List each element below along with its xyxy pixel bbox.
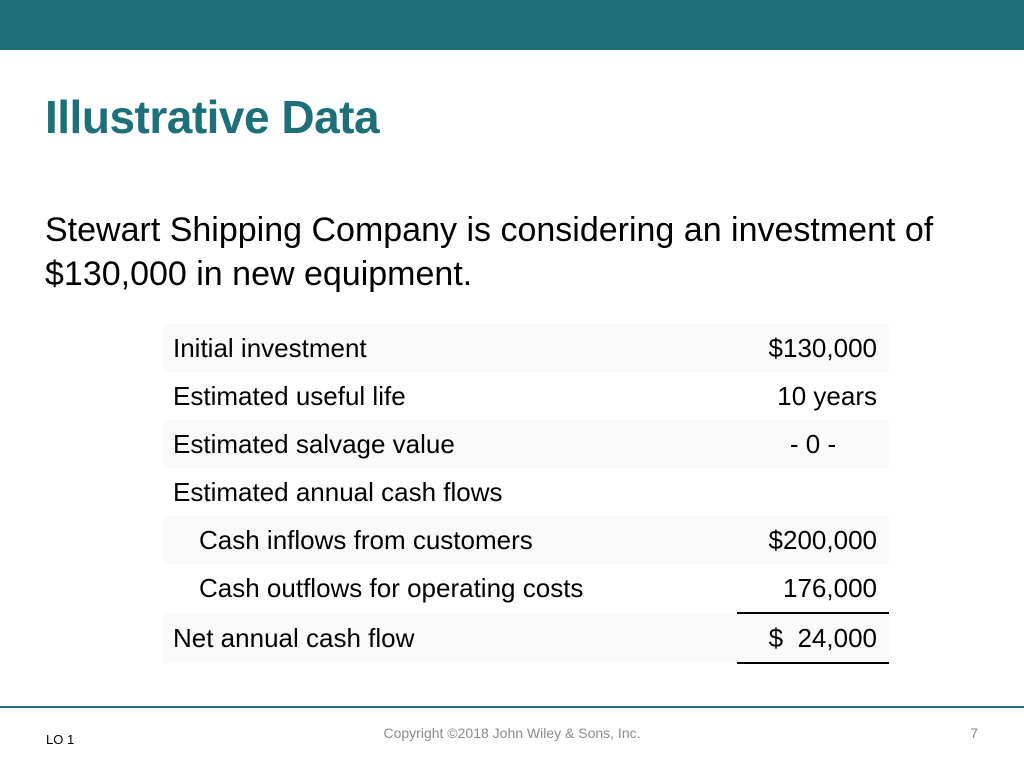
row-value — [737, 468, 889, 516]
row-value: $ 24,000 — [737, 613, 889, 663]
row-label: Estimated salvage value — [163, 420, 737, 468]
investment-data-table — [163, 324, 889, 664]
row-value: 176,000 — [737, 564, 889, 613]
table-row-initial-investment — [163, 324, 889, 372]
table-row-cash-inflows — [163, 516, 889, 564]
row-label: Initial investment — [163, 324, 737, 372]
row-label: Estimated useful life — [173, 380, 406, 411]
learning-objective-label: LO 1 — [46, 732, 75, 747]
table-row-annual-cash-flows — [163, 468, 889, 516]
table-row-salvage-value — [163, 420, 889, 468]
row-label: Cash inflows from customers — [163, 516, 737, 564]
row-label: Net annual cash flow — [163, 613, 737, 663]
header-bar — [0, 0, 1024, 50]
copyright-text: Copyright ©2018 John Wiley & Sons, Inc. — [383, 725, 641, 741]
slide-title: Illustrative Data — [45, 91, 380, 143]
footer-divider — [0, 706, 1024, 708]
row-label: Cash outflows for operating costs — [199, 573, 584, 603]
row-value: 10 years — [777, 380, 877, 411]
table-row-cash-outflows — [163, 564, 889, 613]
table-row-useful-life — [163, 372, 889, 420]
row-value: - 0 - — [737, 420, 889, 468]
table-row-net-annual-cash-flow — [163, 613, 889, 663]
page-number: 7 — [970, 725, 978, 741]
row-value: $130,000 — [737, 324, 889, 372]
intro-text: Stewart Shipping Company is considering an investment of $130,000 in new equipment. — [45, 211, 934, 293]
row-value: $200,000 — [737, 516, 889, 564]
row-label: Estimated annual cash flows — [173, 476, 503, 507]
